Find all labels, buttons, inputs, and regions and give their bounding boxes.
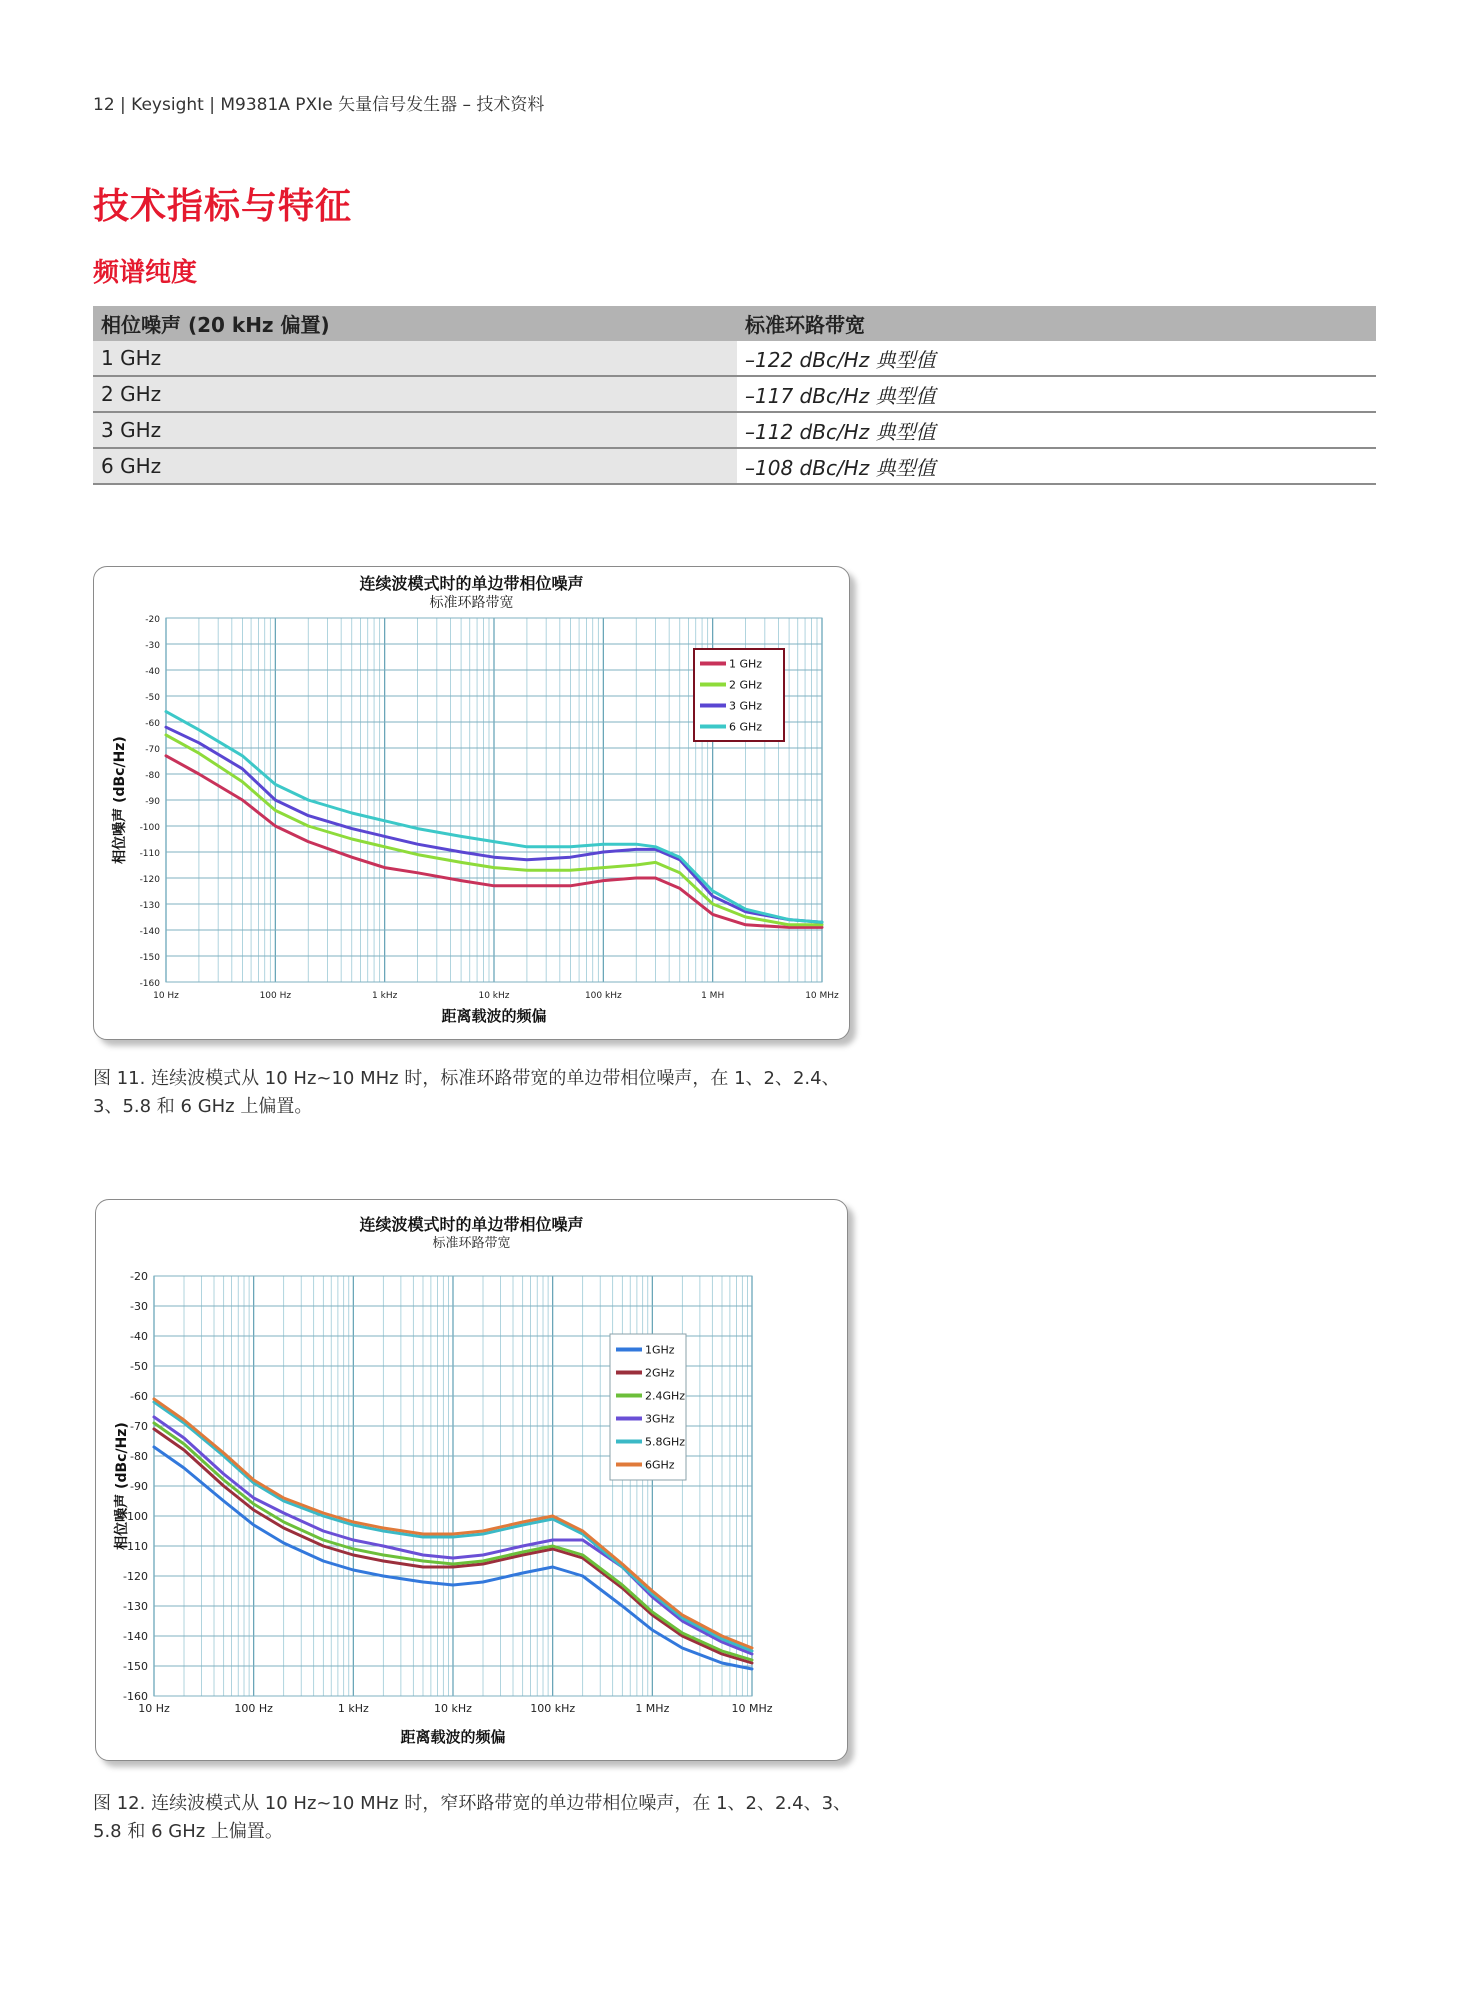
y-tick-label: -50	[145, 693, 160, 703]
y-tick-label: -90	[145, 797, 160, 807]
table-row	[93, 412, 1376, 448]
legend-label: 1GHz	[645, 1343, 675, 1357]
chart-2-frame	[95, 1199, 848, 1761]
y-tick-label: -30	[145, 641, 160, 651]
legend-label: 2GHz	[645, 1366, 675, 1380]
legend-label: 1 GHz	[729, 657, 763, 671]
chart-1-frame	[93, 566, 850, 1040]
table-cell-frequency: 1 GHz	[93, 341, 737, 376]
y-tick-label: -20	[145, 615, 160, 625]
y-tick-label: -150	[139, 953, 160, 963]
y-tick-label: -60	[145, 719, 160, 729]
x-axis-label: 距离载波的频偏	[400, 1728, 506, 1746]
y-tick-label: -160	[123, 1690, 148, 1703]
y-tick-label: -100	[123, 1510, 148, 1523]
table-cell-value: –117 dBc/Hz 典型值	[737, 376, 1376, 412]
x-tick-label: 100 kHz	[584, 991, 622, 1001]
y-axis-label: 相位噪声 (dBc/Hz)	[114, 1422, 130, 1550]
x-tick-label: 10 Hz	[153, 991, 179, 1001]
phase-noise-table	[93, 306, 1376, 485]
legend-label: 6 GHz	[729, 720, 763, 734]
y-tick-label: -90	[130, 1480, 148, 1493]
y-tick-label: -120	[123, 1570, 148, 1583]
table-header-cell: 相位噪声 (20 kHz 偏置)	[93, 306, 737, 341]
y-tick-label: -150	[123, 1660, 148, 1673]
x-tick-label: 10 Hz	[138, 1702, 170, 1715]
x-tick-label: 1 kHz	[372, 991, 398, 1001]
table-cell-value: –122 dBc/Hz 典型值	[737, 341, 1376, 376]
table-row	[93, 448, 1376, 484]
y-tick-label: -100	[139, 823, 160, 833]
y-tick-label: -40	[145, 667, 160, 677]
y-tick-label: -110	[123, 1540, 148, 1553]
x-tick-label: 100 Hz	[234, 1702, 273, 1715]
y-tick-label: -60	[130, 1390, 148, 1403]
x-tick-label: 10 MHz	[805, 991, 839, 1001]
y-tick-label: -50	[130, 1360, 148, 1373]
legend-label: 3GHz	[645, 1412, 675, 1426]
figure-caption-11: 图 11. 连续波模式从 10 Hz~10 MHz 时，标准环路带宽的单边带相位噪声，在 1、2、2.4、3、5.8 和 6 GHz 上偏置。	[93, 1068, 840, 1117]
y-tick-label: -130	[123, 1600, 148, 1613]
page-title: 技术指标与特征	[93, 186, 353, 227]
y-tick-label: -20	[130, 1270, 148, 1283]
page-header: 12 | Keysight | M9381A PXIe 矢量信号发生器 – 技术资料	[93, 95, 545, 115]
table-cell-frequency: 6 GHz	[93, 448, 737, 484]
table-cell-value: –112 dBc/Hz 典型值	[737, 412, 1376, 448]
y-tick-label: -40	[130, 1330, 148, 1343]
table-cell-frequency: 3 GHz	[93, 412, 737, 448]
y-axis-label: 相位噪声 (dBc/Hz)	[112, 736, 128, 864]
table-cell-frequency: 2 GHz	[93, 376, 737, 412]
x-tick-label: 10 kHz	[434, 1702, 472, 1715]
y-tick-label: -160	[139, 979, 160, 989]
table-row	[93, 341, 1376, 376]
legend-label: 2.4GHz	[645, 1389, 686, 1403]
y-tick-label: -110	[139, 849, 160, 859]
x-tick-label: 1 MHz	[635, 1702, 670, 1715]
phase-noise-chart-standard	[94, 567, 849, 1039]
legend-label: 5.8GHz	[645, 1435, 686, 1449]
x-tick-label: 1 kHz	[337, 1702, 369, 1715]
table-row	[93, 376, 1376, 412]
x-tick-label: 1 MH	[701, 991, 725, 1001]
y-tick-label: -120	[139, 875, 160, 885]
y-tick-label: -30	[130, 1300, 148, 1313]
table-header-cell: 标准环路带宽	[737, 306, 1376, 341]
y-tick-label: -70	[145, 745, 160, 755]
table-cell-value: –108 dBc/Hz 典型值	[737, 448, 1376, 484]
legend-label: 2 GHz	[729, 678, 763, 692]
chart-title: 连续波模式时的单边带相位噪声	[359, 1215, 584, 1234]
figure-caption-12: 图 12. 连续波模式从 10 Hz~10 MHz 时，窄环路带宽的单边带相位噪声，在 1、2、2.4、3、5.8 和 6 GHz 上偏置。	[93, 1793, 852, 1842]
legend-label: 3 GHz	[729, 699, 763, 713]
chart-subtitle: 标准环路带宽	[432, 1236, 511, 1251]
y-tick-label: -80	[145, 771, 160, 781]
legend-label: 6GHz	[645, 1458, 675, 1472]
chart-title: 连续波模式时的单边带相位噪声	[359, 574, 584, 593]
y-tick-label: -70	[130, 1420, 148, 1433]
phase-noise-chart-narrow	[96, 1200, 847, 1760]
chart-subtitle: 标准环路带宽	[429, 595, 514, 611]
x-tick-label: 100 kHz	[530, 1702, 576, 1715]
y-tick-label: -140	[139, 927, 160, 937]
x-tick-label: 10 MHz	[731, 1702, 773, 1715]
x-tick-label: 10 kHz	[478, 991, 510, 1001]
section-title: 频谱纯度	[93, 258, 198, 288]
table-header-row	[93, 306, 1376, 341]
y-tick-label: -80	[130, 1450, 148, 1463]
x-axis-label: 距离载波的频偏	[441, 1007, 547, 1025]
x-tick-label: 100 Hz	[259, 991, 292, 1001]
y-tick-label: -130	[139, 901, 160, 911]
y-tick-label: -140	[123, 1630, 148, 1643]
